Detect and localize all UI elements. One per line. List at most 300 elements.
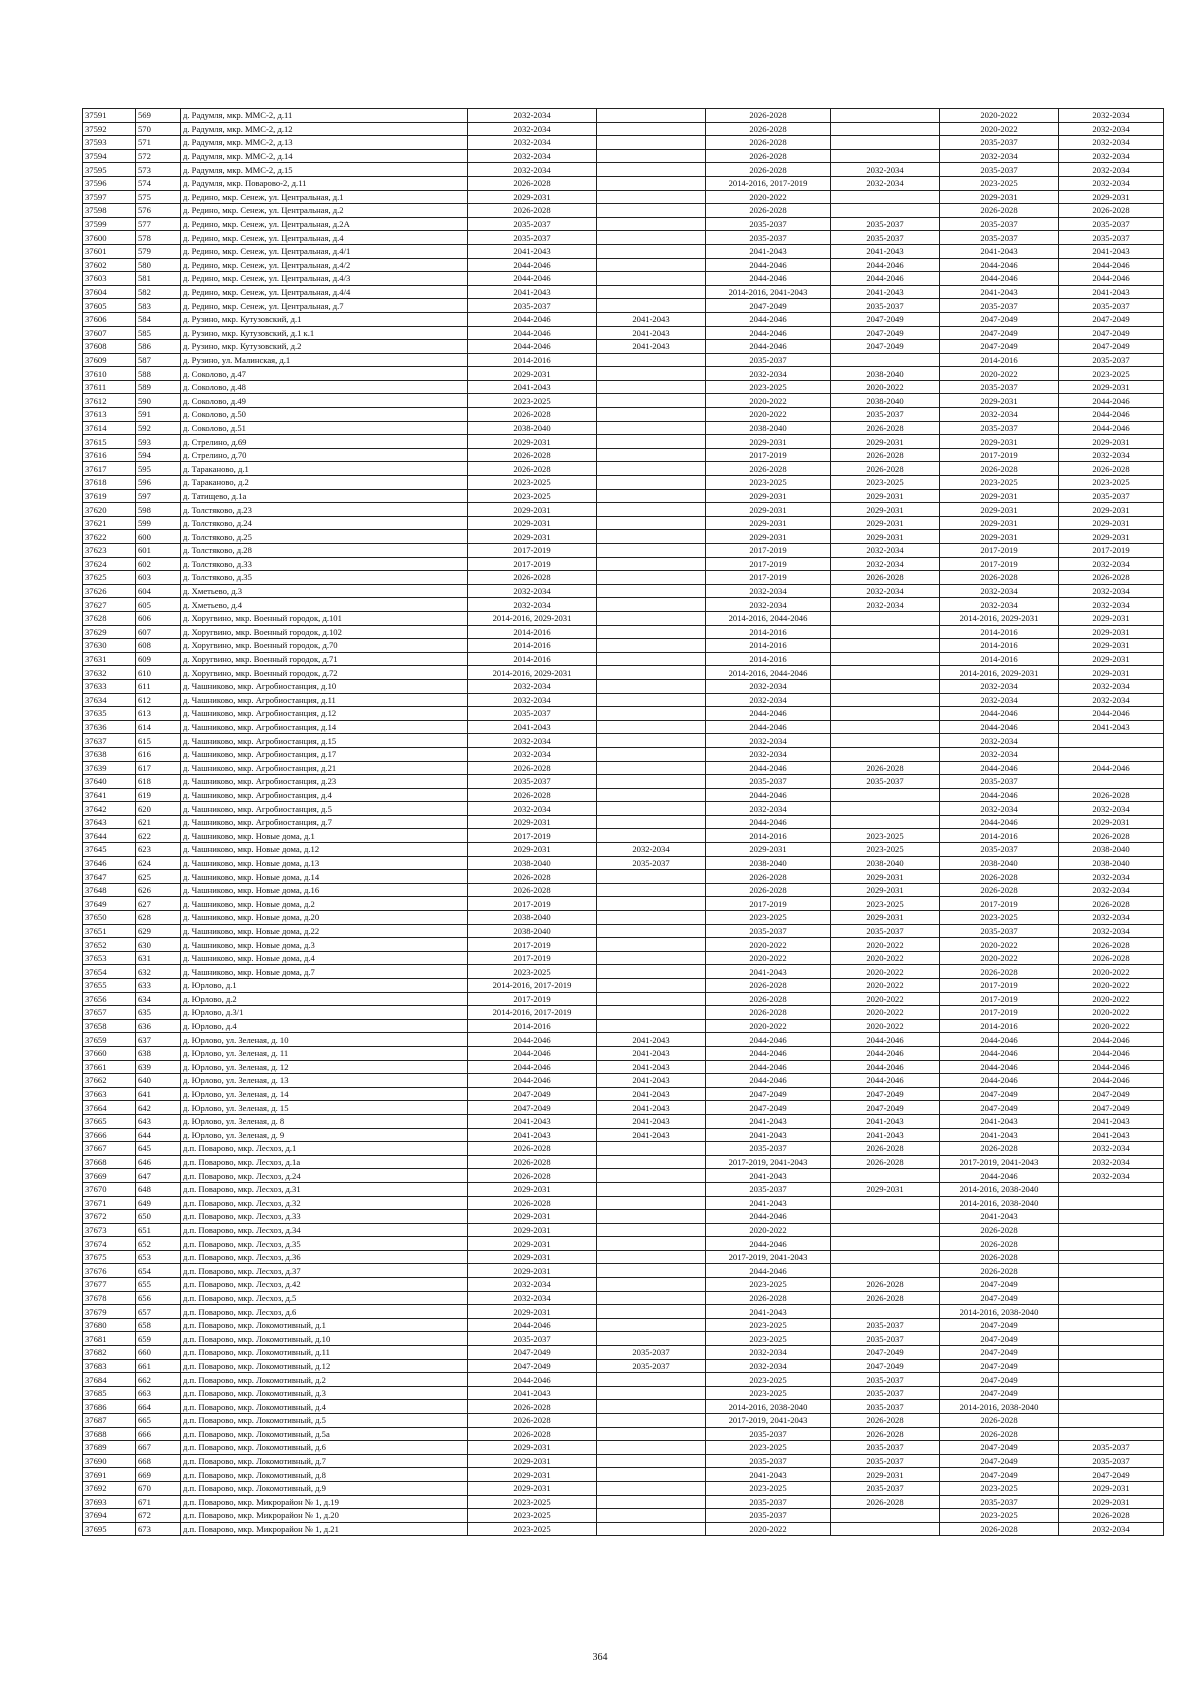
period-cell-4 — [831, 679, 940, 693]
address-cell: д. Чашниково, мкр. Агробиостанция, д.12 — [181, 707, 468, 721]
period-cell-5: 2017-2019 — [940, 448, 1059, 462]
period-cell-3: 2041-2043 — [706, 1305, 831, 1319]
period-cell-1: 2032-2034 — [468, 109, 597, 123]
address-cell: д.п. Поварово, мкр. Локомотивный, д.5 — [181, 1414, 468, 1428]
table-row — [83, 734, 1164, 748]
period-cell-2 — [597, 639, 706, 653]
item-number-cell: 669 — [136, 1468, 181, 1482]
table-row — [83, 843, 1164, 857]
period-cell-2 — [597, 204, 706, 218]
period-cell-3: 2017-2019 — [706, 448, 831, 462]
table-row — [83, 1481, 1164, 1495]
period-cell-5: 2026-2028 — [940, 1142, 1059, 1156]
address-cell: д.п. Поварово, мкр. Лесхоз, д.34 — [181, 1223, 468, 1237]
period-cell-6: 2032-2034 — [1059, 163, 1164, 177]
table-row — [83, 639, 1164, 653]
period-cell-4: 2041-2043 — [831, 285, 940, 299]
period-cell-1: 2032-2034 — [468, 747, 597, 761]
period-cell-4: 2047-2049 — [831, 340, 940, 354]
item-number-cell: 583 — [136, 299, 181, 313]
schedule-sheet — [82, 108, 1134, 1536]
item-number-cell: 598 — [136, 503, 181, 517]
table-row — [83, 217, 1164, 231]
address-cell: д. Чашниково, мкр. Агробиостанция, д.23 — [181, 775, 468, 789]
period-cell-5: 2047-2049 — [940, 1318, 1059, 1332]
item-number-cell: 589 — [136, 380, 181, 394]
period-cell-1: 2014-2016, 2017-2019 — [468, 1006, 597, 1020]
table-row — [83, 1359, 1164, 1373]
row-id-cell: 37667 — [83, 1142, 136, 1156]
period-cell-3: 2020-2022 — [706, 190, 831, 204]
period-cell-4 — [831, 611, 940, 625]
period-cell-1: 2029-2031 — [468, 1237, 597, 1251]
period-cell-4: 2044-2046 — [831, 272, 940, 286]
table-row — [83, 1427, 1164, 1441]
address-cell: д. Редино, мкр. Сенеж, ул. Центральная, д.4/2 — [181, 258, 468, 272]
address-cell: д. Рузино, мкр. Кутузовский, д.2 — [181, 340, 468, 354]
period-cell-5: 2014-2016, 2029-2031 — [940, 611, 1059, 625]
period-cell-3: 2032-2034 — [706, 679, 831, 693]
item-number-cell: 605 — [136, 598, 181, 612]
period-cell-1: 2014-2016 — [468, 353, 597, 367]
period-cell-6: 2026-2028 — [1059, 1509, 1164, 1523]
period-cell-6: 2032-2034 — [1059, 598, 1164, 612]
table-row — [83, 1454, 1164, 1468]
period-cell-1: 2047-2049 — [468, 1087, 597, 1101]
period-cell-3: 2035-2037 — [706, 1142, 831, 1156]
period-cell-2: 2041-2043 — [597, 340, 706, 354]
row-id-cell: 37687 — [83, 1414, 136, 1428]
period-cell-5: 2044-2046 — [940, 707, 1059, 721]
item-number-cell: 648 — [136, 1182, 181, 1196]
address-cell: д.п. Поварово, мкр. Лесхоз, д.33 — [181, 1210, 468, 1224]
address-cell: д.п. Поварово, мкр. Лесхоз, д.5 — [181, 1291, 468, 1305]
period-cell-6: 2032-2034 — [1059, 802, 1164, 816]
period-cell-4 — [831, 122, 940, 136]
period-cell-1: 2026-2028 — [468, 1155, 597, 1169]
period-cell-2 — [597, 149, 706, 163]
address-cell: д. Чашниково, мкр. Новые дома, д.3 — [181, 938, 468, 952]
period-cell-2 — [597, 1237, 706, 1251]
period-cell-6: 2032-2034 — [1059, 1169, 1164, 1183]
period-cell-5: 2029-2031 — [940, 489, 1059, 503]
item-number-cell: 629 — [136, 924, 181, 938]
item-number-cell: 625 — [136, 870, 181, 884]
period-cell-1: 2026-2028 — [468, 870, 597, 884]
period-cell-6 — [1059, 1278, 1164, 1292]
row-id-cell: 37655 — [83, 979, 136, 993]
table-row — [83, 924, 1164, 938]
period-cell-1: 2044-2046 — [468, 1318, 597, 1332]
period-cell-5: 2032-2034 — [940, 802, 1059, 816]
period-cell-4 — [831, 788, 940, 802]
item-number-cell: 608 — [136, 639, 181, 653]
period-cell-3: 2032-2034 — [706, 693, 831, 707]
period-cell-1: 2041-2043 — [468, 244, 597, 258]
period-cell-2 — [597, 476, 706, 490]
address-cell: д. Юрлово, ул. Зеленая, д. 11 — [181, 1046, 468, 1060]
period-cell-1: 2029-2031 — [468, 1441, 597, 1455]
period-cell-3: 2029-2031 — [706, 435, 831, 449]
period-cell-1: 2026-2028 — [468, 1427, 597, 1441]
row-id-cell: 37661 — [83, 1060, 136, 1074]
period-cell-3: 2026-2028 — [706, 1006, 831, 1020]
period-cell-4 — [831, 693, 940, 707]
address-cell: д. Редино, мкр. Сенеж, ул. Центральная, д.4/4 — [181, 285, 468, 299]
item-number-cell: 619 — [136, 788, 181, 802]
table-row — [83, 394, 1164, 408]
period-cell-3: 2014-2016, 2038-2040 — [706, 1400, 831, 1414]
table-row — [83, 938, 1164, 952]
period-cell-3: 2041-2043 — [706, 965, 831, 979]
address-cell: д. Толстяково, д.25 — [181, 530, 468, 544]
period-cell-3: 2044-2046 — [706, 720, 831, 734]
period-cell-3: 2029-2031 — [706, 503, 831, 517]
period-cell-5: 2035-2037 — [940, 421, 1059, 435]
period-cell-4: 2032-2034 — [831, 544, 940, 558]
period-cell-3: 2044-2046 — [706, 312, 831, 326]
address-cell: д.п. Поварово, мкр. Локомотивный, д.10 — [181, 1332, 468, 1346]
period-cell-1: 2029-2031 — [468, 190, 597, 204]
period-cell-5: 2026-2028 — [940, 870, 1059, 884]
period-cell-1: 2029-2031 — [468, 1468, 597, 1482]
period-cell-3: 2014-2016, 2041-2043 — [706, 285, 831, 299]
address-cell: д.п. Поварово, мкр. Лесхоз, д.32 — [181, 1196, 468, 1210]
period-cell-2 — [597, 421, 706, 435]
period-cell-6: 2032-2034 — [1059, 911, 1164, 925]
period-cell-6: 2023-2025 — [1059, 476, 1164, 490]
period-cell-6: 2026-2028 — [1059, 951, 1164, 965]
period-cell-2 — [597, 408, 706, 422]
period-cell-4: 2035-2037 — [831, 1441, 940, 1455]
item-number-cell: 645 — [136, 1142, 181, 1156]
address-cell: д. Юрлово, ул. Зеленая, д. 12 — [181, 1060, 468, 1074]
period-cell-2 — [597, 1522, 706, 1536]
table-row — [83, 122, 1164, 136]
table-row — [83, 775, 1164, 789]
period-cell-3: 2014-2016 — [706, 639, 831, 653]
table-row — [83, 326, 1164, 340]
period-cell-1: 2017-2019 — [468, 951, 597, 965]
period-cell-4: 2041-2043 — [831, 1128, 940, 1142]
period-cell-1: 2038-2040 — [468, 911, 597, 925]
row-id-cell: 37616 — [83, 448, 136, 462]
period-cell-2 — [597, 503, 706, 517]
period-cell-5: 2032-2034 — [940, 149, 1059, 163]
period-cell-4: 2035-2037 — [831, 1481, 940, 1495]
address-cell: д.п. Поварово, мкр. Локомотивный, д.11 — [181, 1346, 468, 1360]
item-number-cell: 638 — [136, 1046, 181, 1060]
period-cell-1: 2032-2034 — [468, 1291, 597, 1305]
item-number-cell: 606 — [136, 611, 181, 625]
table-row — [83, 1332, 1164, 1346]
row-id-cell: 37617 — [83, 462, 136, 476]
period-cell-2: 2041-2043 — [597, 1101, 706, 1115]
period-cell-4: 2029-2031 — [831, 516, 940, 530]
period-cell-5: 2026-2028 — [940, 1250, 1059, 1264]
period-cell-3: 2032-2034 — [706, 734, 831, 748]
item-number-cell: 651 — [136, 1223, 181, 1237]
row-id-cell: 37662 — [83, 1074, 136, 1088]
period-cell-4: 2026-2028 — [831, 1291, 940, 1305]
row-id-cell: 37610 — [83, 367, 136, 381]
period-cell-6: 2026-2028 — [1059, 788, 1164, 802]
row-id-cell: 37670 — [83, 1182, 136, 1196]
period-cell-2 — [597, 1169, 706, 1183]
period-cell-5: 2035-2037 — [940, 299, 1059, 313]
period-cell-2 — [597, 652, 706, 666]
table-row — [83, 149, 1164, 163]
row-id-cell: 37628 — [83, 611, 136, 625]
row-id-cell: 37685 — [83, 1386, 136, 1400]
period-cell-3: 2041-2043 — [706, 244, 831, 258]
address-cell: д.п. Поварово, мкр. Локомотивный, д.12 — [181, 1359, 468, 1373]
period-cell-4 — [831, 1223, 940, 1237]
address-cell: д.п. Поварово, мкр. Лесхоз, д.37 — [181, 1264, 468, 1278]
period-cell-2: 2041-2043 — [597, 326, 706, 340]
row-id-cell: 37663 — [83, 1087, 136, 1101]
address-cell: д. Юрлово, ул. Зеленая, д. 13 — [181, 1074, 468, 1088]
period-cell-2 — [597, 1414, 706, 1428]
item-number-cell: 664 — [136, 1400, 181, 1414]
period-cell-3: 2017-2019 — [706, 557, 831, 571]
period-cell-6: 2026-2028 — [1059, 897, 1164, 911]
table-row — [83, 448, 1164, 462]
period-cell-4: 2029-2031 — [831, 489, 940, 503]
period-cell-6: 2041-2043 — [1059, 1114, 1164, 1128]
period-cell-4: 2026-2028 — [831, 1495, 940, 1509]
table-row — [83, 1142, 1164, 1156]
address-cell: д. Чашниково, мкр. Новые дома, д.20 — [181, 911, 468, 925]
period-cell-5: 2041-2043 — [940, 285, 1059, 299]
row-id-cell: 37613 — [83, 408, 136, 422]
period-cell-3: 2017-2019, 2041-2043 — [706, 1155, 831, 1169]
period-cell-1: 2026-2028 — [468, 204, 597, 218]
period-cell-3: 2032-2034 — [706, 802, 831, 816]
item-number-cell: 612 — [136, 693, 181, 707]
address-cell: д. Чашниково, мкр. Агробиостанция, д.7 — [181, 815, 468, 829]
period-cell-1: 2032-2034 — [468, 122, 597, 136]
period-cell-3: 2017-2019 — [706, 571, 831, 585]
period-cell-4: 2026-2028 — [831, 1414, 940, 1428]
period-cell-5: 2047-2049 — [940, 1441, 1059, 1455]
address-cell: д. Тараканово, д.1 — [181, 462, 468, 476]
period-cell-3: 2044-2046 — [706, 1074, 831, 1088]
period-cell-3: 2020-2022 — [706, 394, 831, 408]
item-number-cell: 661 — [136, 1359, 181, 1373]
item-number-cell: 632 — [136, 965, 181, 979]
period-cell-4: 2029-2031 — [831, 503, 940, 517]
address-cell: д. Хоругвино, мкр. Военный городок, д.71 — [181, 652, 468, 666]
row-id-cell: 37683 — [83, 1359, 136, 1373]
row-id-cell: 37592 — [83, 122, 136, 136]
row-id-cell: 37650 — [83, 911, 136, 925]
address-cell: д. Юрлово, д.3/1 — [181, 1006, 468, 1020]
table-row — [83, 367, 1164, 381]
period-cell-5: 2029-2031 — [940, 503, 1059, 517]
period-cell-4 — [831, 666, 940, 680]
period-cell-2 — [597, 611, 706, 625]
period-cell-2 — [597, 353, 706, 367]
period-cell-3: 2044-2046 — [706, 1210, 831, 1224]
period-cell-4 — [831, 815, 940, 829]
period-cell-2 — [597, 380, 706, 394]
period-cell-1: 2029-2031 — [468, 1250, 597, 1264]
row-id-cell: 37630 — [83, 639, 136, 653]
period-cell-2: 2035-2037 — [597, 1346, 706, 1360]
address-cell: д.п. Поварово, мкр. Микрорайон № 1, д.20 — [181, 1509, 468, 1523]
table-row — [83, 258, 1164, 272]
period-cell-6 — [1059, 1359, 1164, 1373]
period-cell-6: 2035-2037 — [1059, 1454, 1164, 1468]
period-cell-6: 2044-2046 — [1059, 1033, 1164, 1047]
table-row — [83, 1305, 1164, 1319]
period-cell-6: 2032-2034 — [1059, 679, 1164, 693]
period-cell-1: 2035-2037 — [468, 217, 597, 231]
period-cell-6: 2029-2031 — [1059, 611, 1164, 625]
period-cell-4: 2035-2037 — [831, 1386, 940, 1400]
row-id-cell: 37688 — [83, 1427, 136, 1441]
period-cell-3: 2035-2037 — [706, 775, 831, 789]
row-id-cell: 37597 — [83, 190, 136, 204]
period-cell-5: 2014-2016 — [940, 639, 1059, 653]
period-cell-1: 2014-2016 — [468, 1019, 597, 1033]
period-cell-3: 2014-2016 — [706, 625, 831, 639]
period-cell-2 — [597, 693, 706, 707]
period-cell-1: 2038-2040 — [468, 924, 597, 938]
period-cell-3: 2044-2046 — [706, 707, 831, 721]
period-cell-4: 2026-2028 — [831, 1142, 940, 1156]
period-cell-2 — [597, 965, 706, 979]
period-cell-6: 2026-2028 — [1059, 829, 1164, 843]
table-row — [83, 802, 1164, 816]
period-cell-3: 2041-2043 — [706, 1128, 831, 1142]
period-cell-6: 2044-2046 — [1059, 258, 1164, 272]
row-id-cell: 37608 — [83, 340, 136, 354]
period-cell-4: 2044-2046 — [831, 1060, 940, 1074]
period-cell-5: 2044-2046 — [940, 815, 1059, 829]
period-cell-4: 2035-2037 — [831, 231, 940, 245]
address-cell: д.п. Поварово, мкр. Локомотивный, д.3 — [181, 1386, 468, 1400]
period-cell-5: 2035-2037 — [940, 163, 1059, 177]
period-cell-1: 2029-2031 — [468, 1182, 597, 1196]
row-id-cell: 37598 — [83, 204, 136, 218]
address-cell: д. Юрлово, д.4 — [181, 1019, 468, 1033]
address-cell: д.п. Поварово, мкр. Микрорайон № 1, д.21 — [181, 1522, 468, 1536]
period-cell-2 — [597, 285, 706, 299]
row-id-cell: 37620 — [83, 503, 136, 517]
period-cell-2: 2041-2043 — [597, 1033, 706, 1047]
item-number-cell: 613 — [136, 707, 181, 721]
table-row — [83, 231, 1164, 245]
period-cell-2 — [597, 109, 706, 123]
period-cell-3: 2044-2046 — [706, 1033, 831, 1047]
row-id-cell: 37668 — [83, 1155, 136, 1169]
row-id-cell: 37625 — [83, 571, 136, 585]
period-cell-1: 2029-2031 — [468, 503, 597, 517]
period-cell-5: 2029-2031 — [940, 530, 1059, 544]
period-cell-3: 2041-2043 — [706, 1196, 831, 1210]
period-cell-6 — [1059, 1427, 1164, 1441]
item-number-cell: 667 — [136, 1441, 181, 1455]
period-cell-5: 2044-2046 — [940, 1033, 1059, 1047]
row-id-cell: 37619 — [83, 489, 136, 503]
period-cell-1: 2029-2031 — [468, 516, 597, 530]
period-cell-6 — [1059, 747, 1164, 761]
period-cell-1: 2035-2037 — [468, 775, 597, 789]
table-row — [83, 1101, 1164, 1115]
period-cell-3: 2029-2031 — [706, 530, 831, 544]
item-number-cell: 626 — [136, 883, 181, 897]
period-cell-6: 2029-2031 — [1059, 1481, 1164, 1495]
address-cell: д. Хметьево, д.3 — [181, 584, 468, 598]
address-cell: д. Чашниково, мкр. Новые дома, д.13 — [181, 856, 468, 870]
period-cell-6: 2029-2031 — [1059, 503, 1164, 517]
period-cell-4 — [831, 707, 940, 721]
period-cell-5: 2014-2016 — [940, 353, 1059, 367]
period-cell-3: 2035-2037 — [706, 1427, 831, 1441]
period-cell-5: 2047-2049 — [940, 1346, 1059, 1360]
period-cell-6 — [1059, 1210, 1164, 1224]
table-row — [83, 1006, 1164, 1020]
period-cell-1: 2032-2034 — [468, 693, 597, 707]
period-cell-5: 2044-2046 — [940, 761, 1059, 775]
table-row — [83, 109, 1164, 123]
period-cell-6: 2032-2034 — [1059, 448, 1164, 462]
period-cell-2 — [597, 272, 706, 286]
period-cell-1: 2038-2040 — [468, 421, 597, 435]
table-row — [83, 1346, 1164, 1360]
period-cell-2 — [597, 544, 706, 558]
period-cell-5: 2044-2046 — [940, 788, 1059, 802]
item-number-cell: 602 — [136, 557, 181, 571]
period-cell-4: 2029-2031 — [831, 435, 940, 449]
period-cell-4 — [831, 204, 940, 218]
period-cell-6: 2044-2046 — [1059, 761, 1164, 775]
period-cell-1: 2029-2031 — [468, 1223, 597, 1237]
item-number-cell: 639 — [136, 1060, 181, 1074]
period-cell-1: 2032-2034 — [468, 163, 597, 177]
period-cell-1: 2026-2028 — [468, 761, 597, 775]
table-row — [83, 530, 1164, 544]
address-cell: д. Юрлово, ул. Зеленая, д. 15 — [181, 1101, 468, 1115]
period-cell-6: 2023-2025 — [1059, 367, 1164, 381]
period-cell-6: 2029-2031 — [1059, 625, 1164, 639]
period-cell-2 — [597, 489, 706, 503]
period-cell-4: 2035-2037 — [831, 1454, 940, 1468]
period-cell-6: 2044-2046 — [1059, 1074, 1164, 1088]
period-cell-5: 2014-2016, 2038-2040 — [940, 1196, 1059, 1210]
address-cell: д. Толстяково, д.24 — [181, 516, 468, 530]
period-cell-6: 2044-2046 — [1059, 421, 1164, 435]
period-cell-4 — [831, 1522, 940, 1536]
period-cell-5: 2044-2046 — [940, 1046, 1059, 1060]
row-id-cell: 37596 — [83, 176, 136, 190]
period-cell-5: 2026-2028 — [940, 1414, 1059, 1428]
address-cell: д. Чашниково, мкр. Агробиостанция, д.15 — [181, 734, 468, 748]
period-cell-5: 2023-2025 — [940, 176, 1059, 190]
address-cell: д. Редино, мкр. Сенеж, ул. Центральная, д.4/1 — [181, 244, 468, 258]
period-cell-3: 2026-2028 — [706, 979, 831, 993]
table-row — [83, 1509, 1164, 1523]
period-cell-2 — [597, 951, 706, 965]
period-cell-5: 2032-2034 — [940, 598, 1059, 612]
row-id-cell: 37612 — [83, 394, 136, 408]
period-cell-2 — [597, 394, 706, 408]
period-cell-3: 2038-2040 — [706, 421, 831, 435]
item-number-cell: 623 — [136, 843, 181, 857]
table-row — [83, 1223, 1164, 1237]
